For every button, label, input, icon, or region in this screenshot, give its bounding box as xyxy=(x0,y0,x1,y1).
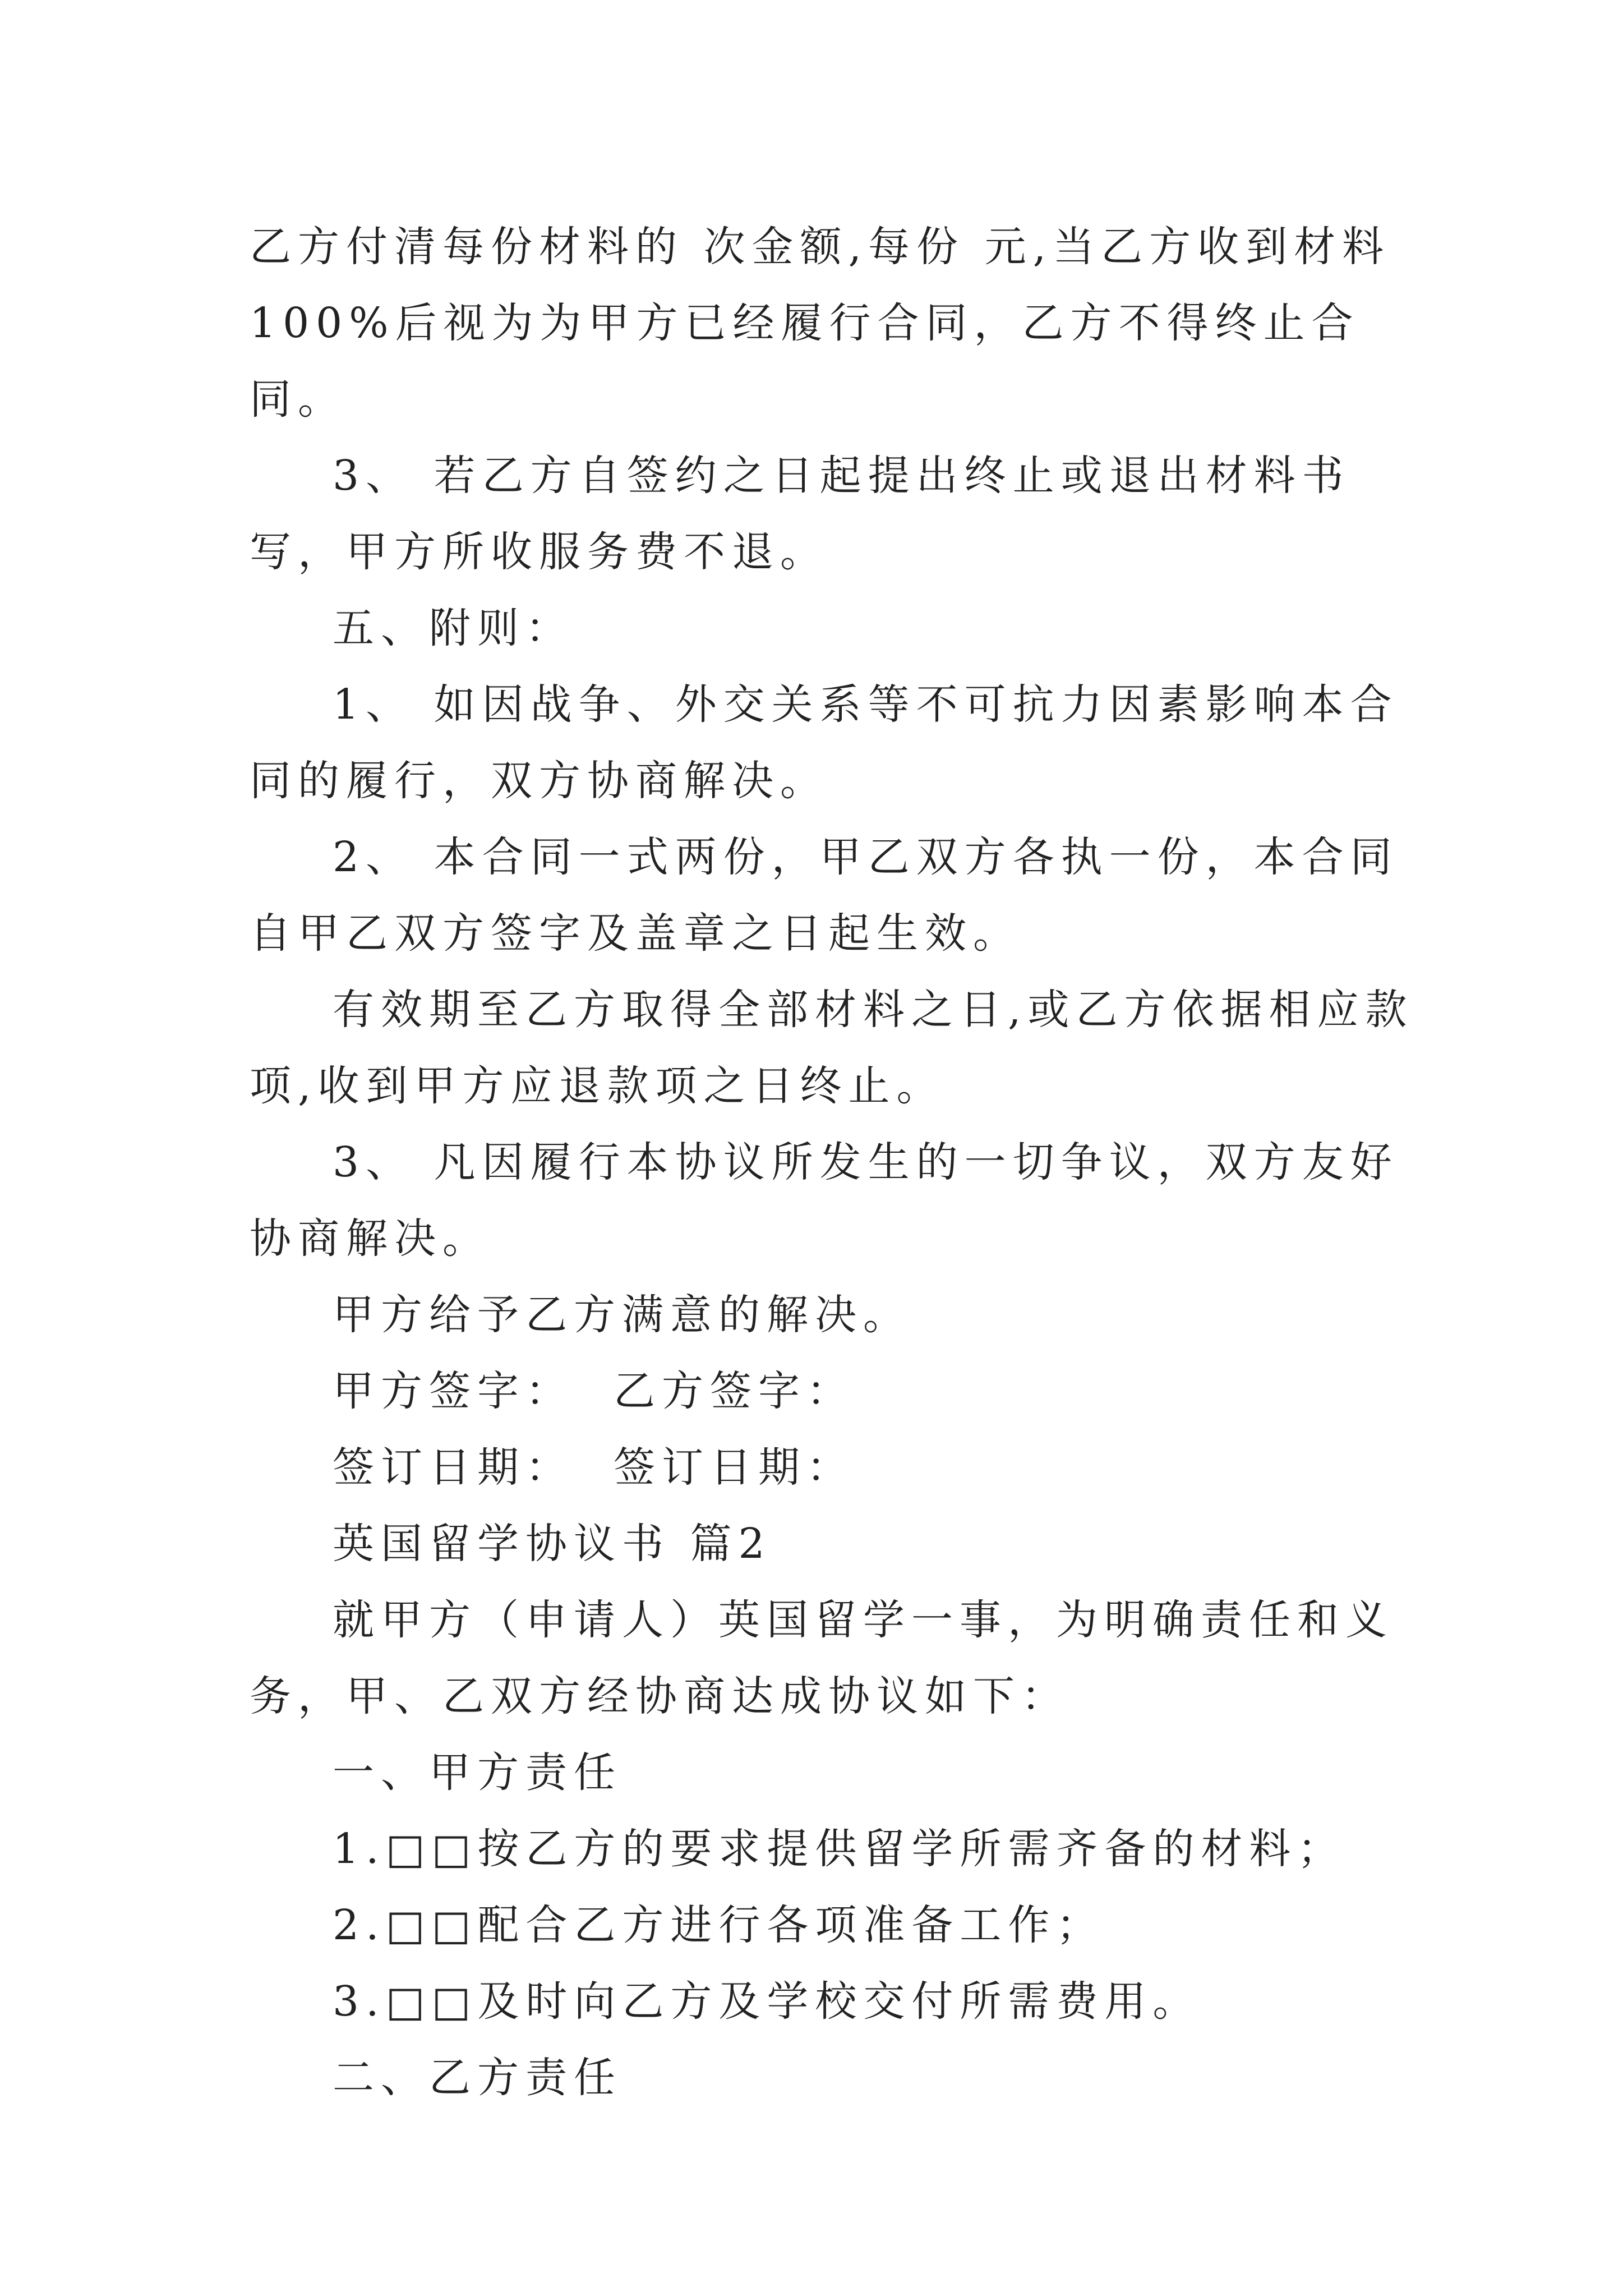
section-heading-party-a: 一、甲方责任 xyxy=(333,1749,622,1797)
paragraph-preamble: 就甲方（申请人）英国留学一事，为明确责任和义务，甲、乙双方经协商达成协议如下： xyxy=(250,1596,1394,1720)
list-item-party-a-3: 3.□□及时向乙方及学校交付所需费用。 xyxy=(333,1977,1201,2026)
paragraph-clause-3-termination: 3、 若乙方自签约之日起提出终止或退出材料书写，甲方所收服务费不退。 xyxy=(250,452,1350,576)
section-heading-appendix: 五、附则： xyxy=(333,604,574,652)
paragraph-appendix-2: 2、 本合同一式两份，甲乙双方各执一份，本合同自甲乙双方签字及盖章之日起生效。 xyxy=(250,833,1399,958)
list-item-party-a-2: 2.□□配合乙方进行各项准备工作； xyxy=(333,1901,1105,1949)
paragraph-payment-terms: 乙方付清每份材料的 次金额,每份 元,当乙方收到材料100%后视为为甲方已经履行合同，乙方不得终止合同。 xyxy=(250,223,1391,424)
section-heading-party-b: 二、乙方责任 xyxy=(333,2054,622,2102)
document-title-part-2: 英国留学协议书 篇2 xyxy=(333,1520,772,1568)
signature-line: 甲方签字： 乙方签字： xyxy=(333,1367,855,1415)
paragraph-resolution: 甲方给予乙方满意的解决。 xyxy=(333,1291,911,1339)
signing-date-line: 签订日期： 签订日期： xyxy=(333,1443,855,1492)
paragraph-validity: 有效期至乙方取得全部材料之日,或乙方依据相应款项,收到甲方应退款项之日终止。 xyxy=(250,986,1414,1110)
paragraph-appendix-3: 3、 凡因履行本协议所发生的一切争议，双方友好协商解决。 xyxy=(250,1138,1399,1263)
list-item-party-a-1: 1.□□按乙方的要求提供留学所需齐备的材料； xyxy=(333,1825,1346,1873)
document-body xyxy=(250,209,1422,2116)
paragraph-appendix-1: 1、 如因战争、外交关系等不可抗力因素影响本合同的履行，双方协商解决。 xyxy=(250,680,1399,805)
